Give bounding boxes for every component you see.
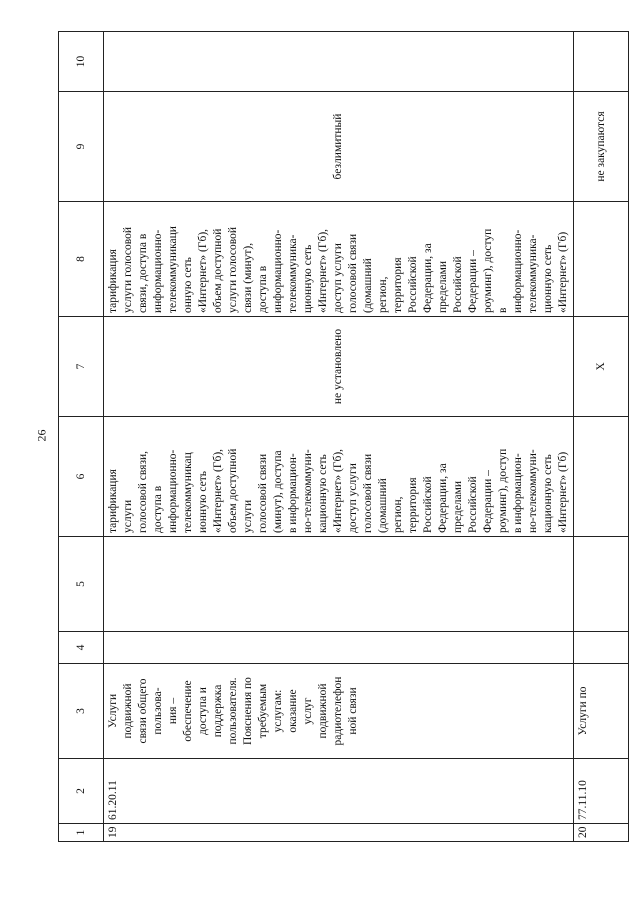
okpd-code: 61.20.11 (104, 759, 574, 824)
characteristic (574, 417, 629, 537)
okpd-code: 77.11.10 (574, 759, 629, 824)
header-row (59, 32, 104, 842)
header-cell: 2 (59, 759, 104, 824)
value-cell: X (574, 317, 629, 417)
value-cell: не закупаются (574, 92, 629, 202)
header-cell: 5 (59, 537, 104, 632)
requirements-table (58, 31, 629, 842)
value-cell: не установлено (104, 317, 574, 417)
cell-5 (574, 537, 629, 632)
page-number: 26 (34, 429, 49, 442)
row-number: 19 (104, 824, 574, 842)
characteristic: тарификация услуги голосовой связи, доступа в информационно- телекоммуникаци онную сеть «Интернет» (Гб), объем доступной услуги голосовой связи (минут), доступа в информационно- телекоммуника- ционную сеть «Интернет» (Гб), доступ услуги голосовой связи (домашний регион, территория Российской Федерации, за пределами Российской Федерации – роуминг), доступ в информационно- телекоммуника- ционную сеть «Интернет» (Гб) (104, 202, 574, 317)
header-cell: 10 (59, 32, 104, 92)
cell-5 (104, 537, 574, 632)
cell-10 (574, 32, 629, 92)
table-container (58, 32, 608, 842)
service-name: Услуги по (574, 664, 629, 759)
cell-4 (104, 632, 574, 664)
header-cell: 6 (59, 417, 104, 537)
service-name: Услуги подвижной связи общего пользова- ния – обеспечение доступа и поддержка пользователя. Пояснения по требуемым услугам: оказание услуг подвижной радиотелефон ной связи (104, 664, 574, 759)
row-number: 20 (574, 824, 629, 842)
characteristic: тарификация услуги голосовой связи, доступа в информационно- телекоммуникац ионную сеть «Интернет» (Гб), объем доступной услуги голосовой связи (минут), доступа в информацион- но-телекоммуни- кационную сеть «Интернет» (Гб), доступ услуги голосовой связи (домашний регион, территория Российской Федерации, за пределами Российской Федерации – роуминг), доступ в информацион- но-телекоммуни- кационную сеть «Интернет» (Гб) (104, 417, 574, 537)
header-cell: 4 (59, 632, 104, 664)
header-cell: 8 (59, 202, 104, 317)
cell-10 (104, 32, 574, 92)
characteristic (574, 202, 629, 317)
cell-4 (574, 632, 629, 664)
header-cell: 9 (59, 92, 104, 202)
header-cell: 3 (59, 664, 104, 759)
table-row (104, 32, 574, 842)
header-cell: 1 (59, 824, 104, 842)
header-cell: 7 (59, 317, 104, 417)
value-cell: безлимитный (104, 92, 574, 202)
rotated-page (58, 32, 608, 842)
table-row (574, 32, 629, 842)
